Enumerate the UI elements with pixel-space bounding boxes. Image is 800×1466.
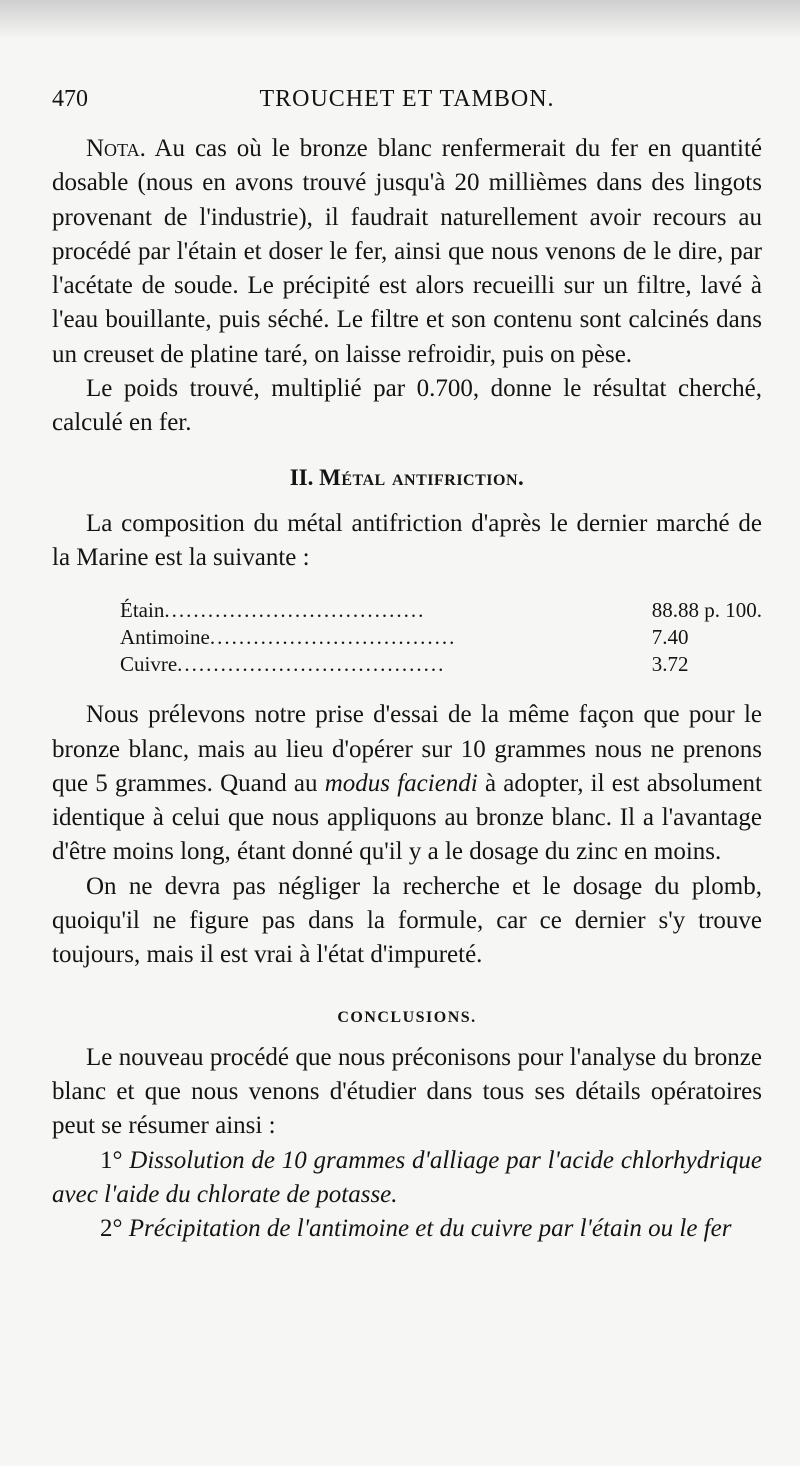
step-number: 1° (100, 1146, 123, 1174)
table-row (52, 597, 762, 624)
component-name: Étain (120, 598, 165, 623)
component-value: 88.88 p. 100. (651, 598, 762, 623)
body-text (52, 132, 762, 1246)
nota-text: Au cas où le bronze blanc renfermerait du fer en quantité dosable (nous en avons trouvé jusqu'à 20 millièmes dans des lingots provenant de l'industrie), il faudrait naturellement avoir recours au procédé par l'étain et doser le fer, ainsi que nous venons de le dire, par l'acétate de soude. Le précipité est alors recueilli sur un filtre, lavé à l'eau bouillante, puis séché. Le filtre et son contenu sont calcinés dans un creuset de platine taré, on laisse refroidir, puis on pèse. (52, 135, 762, 368)
prise-italic: modus faciendi (324, 769, 478, 797)
table-row (52, 651, 762, 678)
conclusions-heading: CONCLUSIONS. (337, 1008, 477, 1026)
leader-dots: .................................... (164, 598, 426, 623)
document-page (52, 0, 762, 1466)
step-number: 2° (100, 1215, 123, 1243)
step-text: Dissolution de 10 grammes d'alliage par l'acide chlorhydrique avec l'aide du chlorate de potasse. (52, 1146, 763, 1208)
component-name: Cuivre (120, 652, 178, 677)
nota-paragraph (52, 132, 762, 372)
composition-table (52, 597, 762, 678)
plomb-paragraph: On ne devra pas négliger la recherche et le dosage du plomb, quoiqu'il ne figure pas dans la formule, car ce dernier s'y trouve toujours, mais il est vrai à l'état d'impureté. (52, 872, 762, 969)
section-number: II. (289, 464, 314, 490)
prise-text-before: Nous prélevons notre prise d'essai de la même façon que pour le bronze blanc, mais au lieu d'opérer sur 10 grammes nous ne prenons que 5 grammes. Quand au (52, 701, 762, 797)
list-item (52, 1144, 762, 1213)
list-item (52, 1212, 762, 1246)
table-row (52, 624, 762, 651)
running-title: TROUCHET ET TAMBON. (259, 86, 555, 112)
composition-paragraph: La composition du métal antifriction d'après le dernier marché de la Marine est la suivante : (52, 509, 762, 571)
leader-dots: ..................................... (177, 652, 446, 677)
nota-label: Nota. (86, 135, 146, 162)
prise-text-after: à adopter, il est absolument identique à celui que nous appliquons au bronze blanc. Il a l'avantage d'être moins long, étant donné qu'il y a le dosage du zinc en moins. (52, 769, 762, 866)
section-title-text: Métal antifriction. (319, 464, 525, 490)
leader-dots: .................................. (209, 625, 457, 650)
component-name: Antimoine (120, 625, 210, 650)
section-heading (52, 461, 762, 495)
page-number: 470 (52, 86, 88, 112)
component-value: 7.40 (651, 625, 689, 650)
page-header (52, 86, 762, 120)
component-value: 3.72 (651, 652, 689, 677)
weight-paragraph: Le poids trouvé, multiplié par 0.700, donne le résultat cherché, calculé en fer. (52, 375, 762, 437)
prise-paragraph (52, 698, 762, 869)
step-text: Précipitation de l'antimoine et du cuivre par l'étain ou le fer (128, 1215, 732, 1243)
conclusion-paragraph: Le nouveau procédé que nous préconisons pour l'analyse du bronze blanc et que nous venons d'étudier dans tous ses détails opératoires peut se résumer ainsi : (52, 1043, 762, 1140)
